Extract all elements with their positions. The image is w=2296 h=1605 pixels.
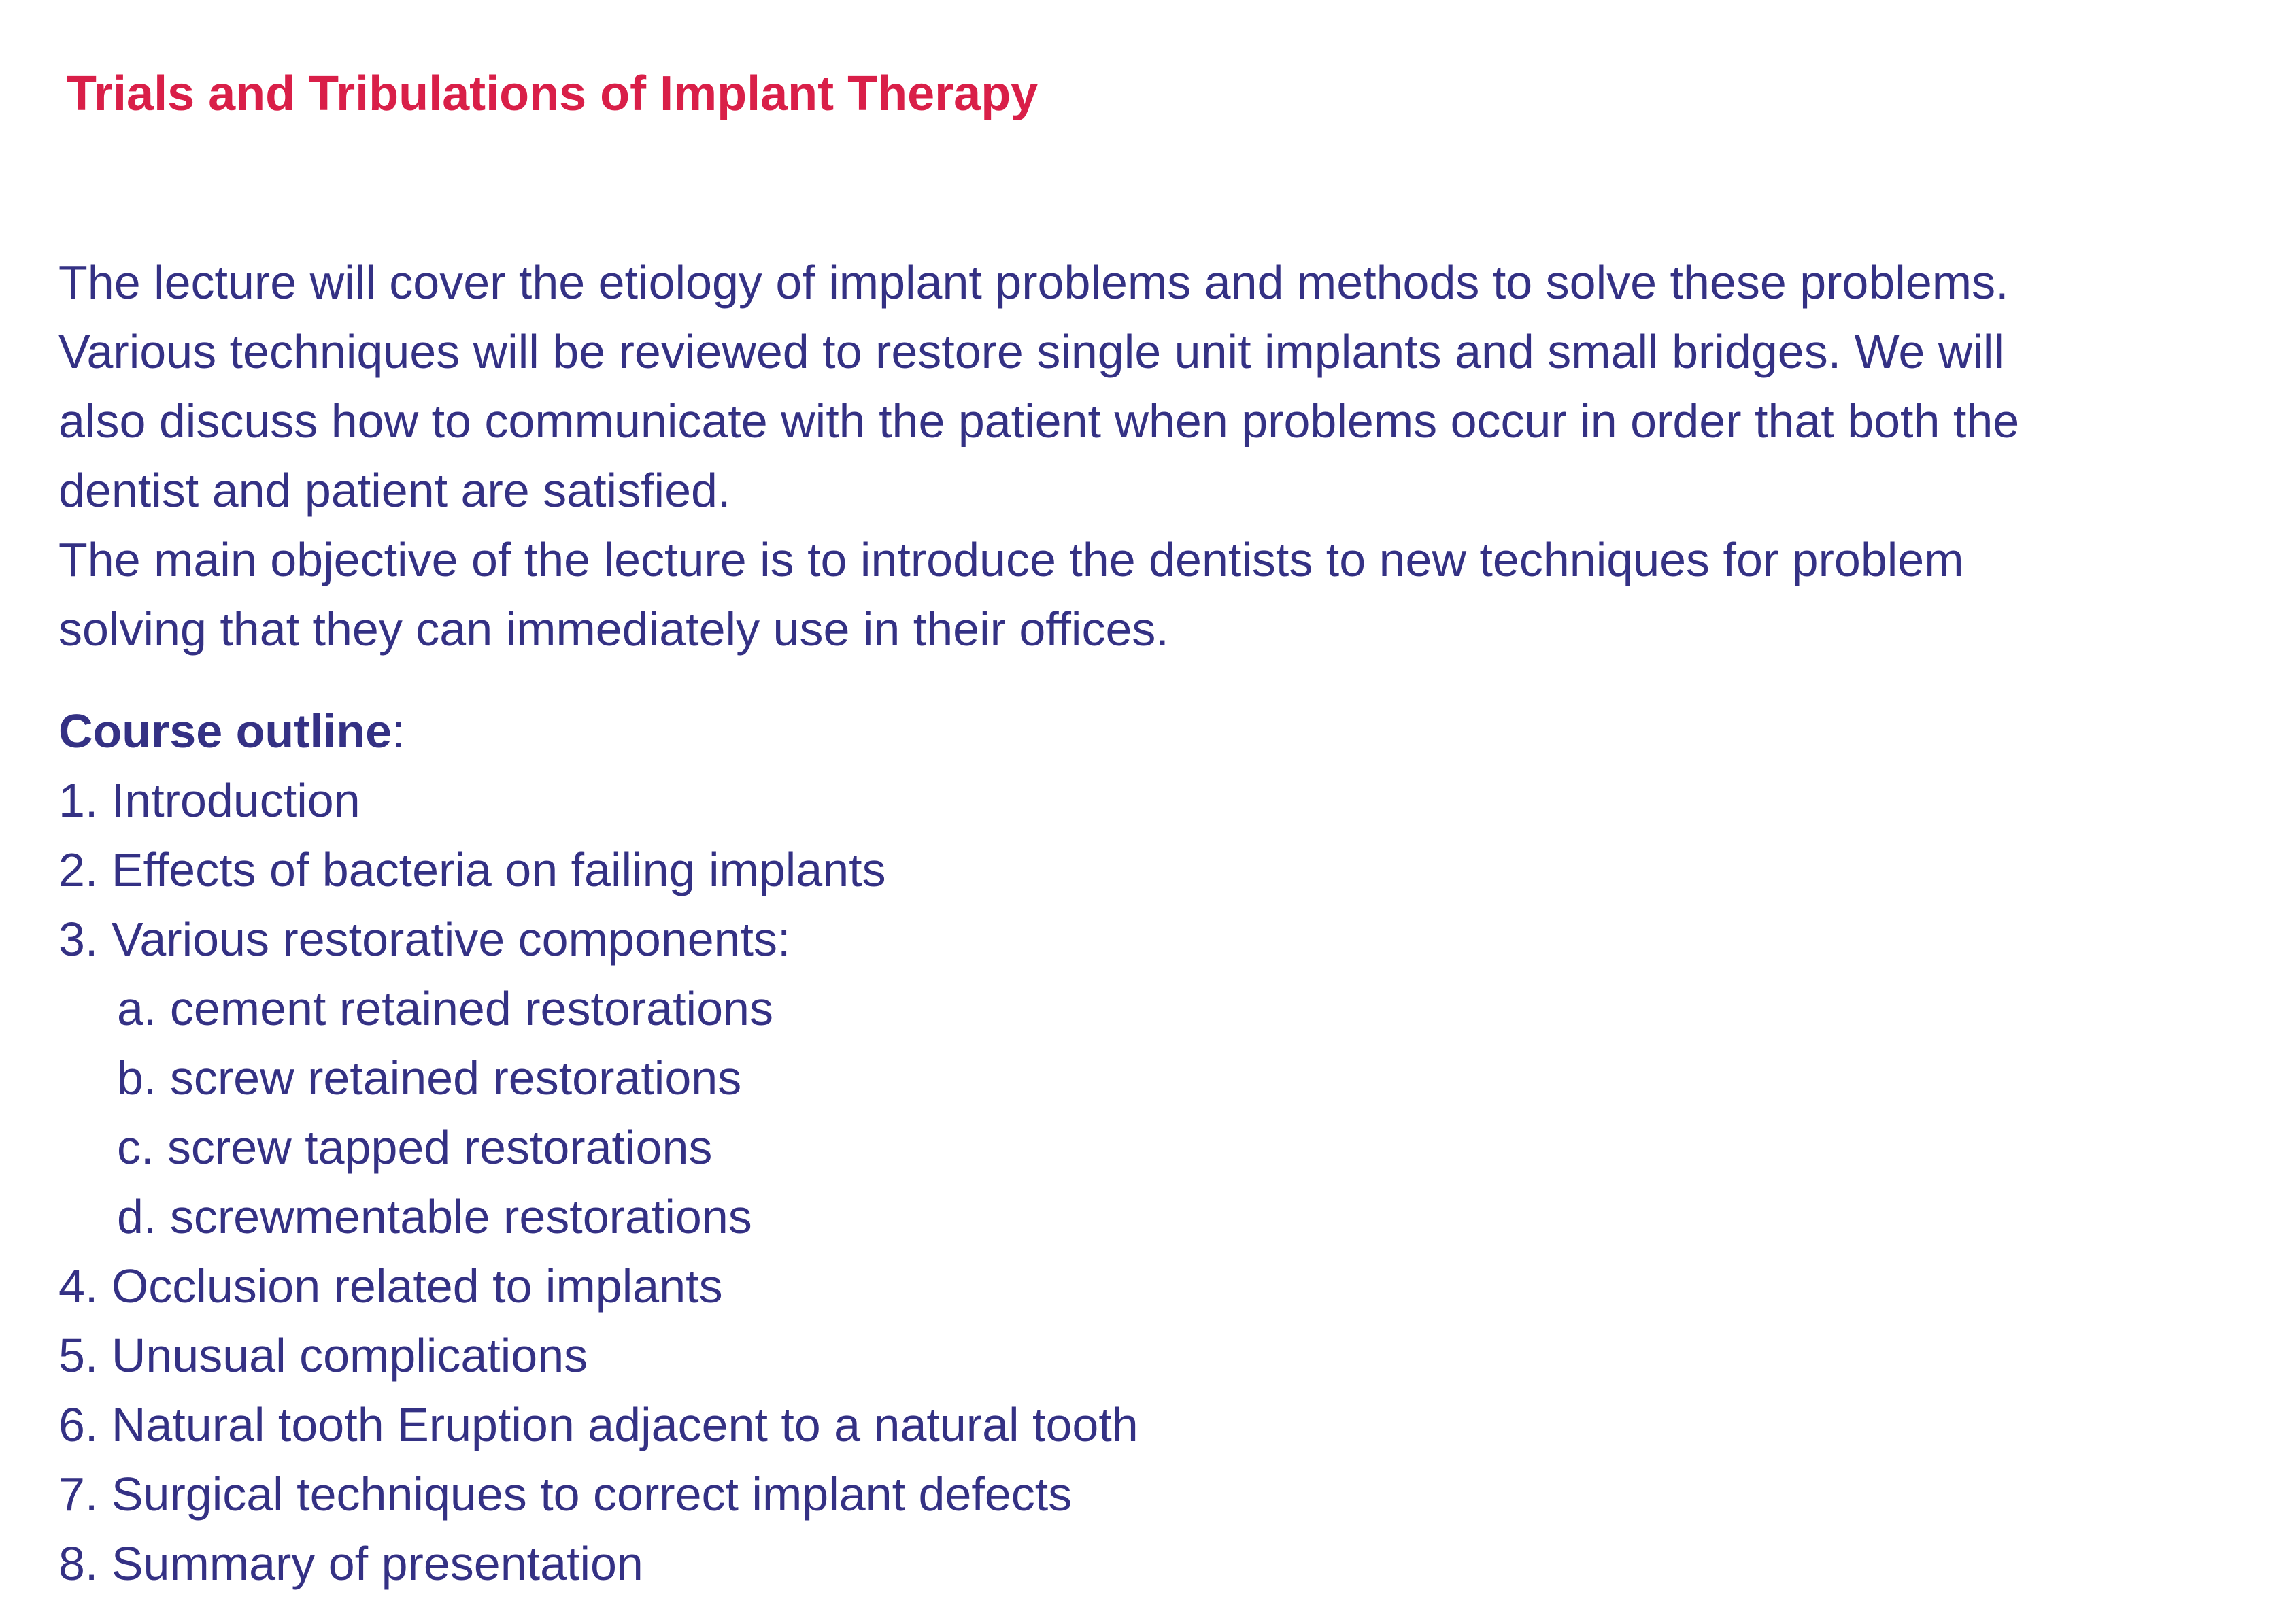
course-outline-heading-colon: :: [392, 705, 405, 758]
description-line: Various techniques will be reviewed to restore single unit implants and small bridges. We will: [58, 325, 2004, 378]
outline-item: 1. Introduction: [58, 774, 360, 827]
description-line: The main objective of the lecture is to introduce the dentists to new techniques for problem: [58, 533, 1964, 586]
course-outline: [58, 696, 2235, 1598]
description-line: dentist and patient are satisfied.: [58, 464, 731, 517]
outline-subitem: b. screw retained restorations: [117, 1051, 742, 1104]
lecture-description: [58, 248, 2235, 664]
outline-item: 8. Summary of presentation: [58, 1537, 643, 1590]
outline-subitem: d. screwmentable restorations: [117, 1190, 752, 1243]
outline-item: 3. Various restorative components:: [58, 913, 791, 966]
outline-item: 5. Unusual complications: [58, 1329, 588, 1382]
description-line: also discuss how to communicate with the patient when problems occur in order that both the: [58, 394, 2020, 447]
course-outline-heading-label: Course outline: [58, 705, 392, 758]
outline-subitem: a. cement retained restorations: [117, 982, 773, 1035]
course-outline-list: [58, 766, 2235, 1598]
description-line: The lecture will cover the etiology of implant problems and methods to solve these problems.: [58, 256, 2009, 309]
description-line: solving that they can immediately use in their offices.: [58, 603, 1169, 656]
outline-item: 6. Natural tooth Eruption adjacent to a natural tooth: [58, 1398, 1138, 1451]
outline-item: 7. Surgical techniques to correct implant defects: [58, 1468, 1073, 1521]
outline-item: 2. Effects of bacteria on failing implants: [58, 843, 886, 896]
outline-subitem: c. screw tapped restorations: [117, 1121, 713, 1174]
outline-item: 4. Occlusion related to implants: [58, 1260, 723, 1313]
document-title: Trials and Tribulations of Implant Therapy: [67, 67, 1039, 121]
course-outline-heading: [58, 696, 2235, 766]
